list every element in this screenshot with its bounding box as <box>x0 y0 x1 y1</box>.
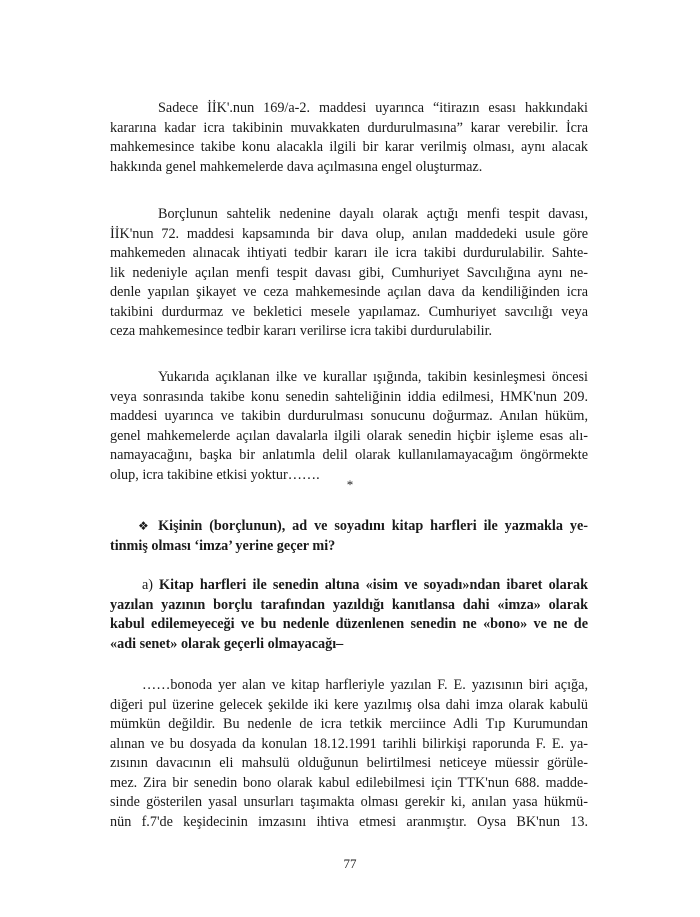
subheading-line: yazılan yazının borçlu tarafından yazıldığı kanıtlansa dahi «imza» olarak <box>110 596 588 613</box>
subheading-line <box>110 576 588 596</box>
paragraph-line: Borçlunun sahtelik nedenine dayalı olarak açtığı menfi tespit davası, <box>158 206 588 222</box>
paragraph-line: mahkemeden alınacak ihtiyati tedbir kararı ile icra takibi durdurulabilir. Sahte- <box>110 245 588 261</box>
subheading-line: «adi senet» olarak geçerli olmayacağı– <box>110 635 344 652</box>
paragraph-line: maddesi uyarınca ve takibin durdurulması sonucunu doğurmaz. Anılan hüküm, <box>110 408 588 424</box>
paragraph-line: olup, icra takibine etkisi yoktur……. <box>110 466 320 483</box>
paragraph-line: nün f.7'de keşidecinin imzasını ihtiva etmesi aranmıştır. Oysa BK'nun 13. <box>110 813 588 830</box>
paragraph-line: veya sonrasında takibe konu senedin sahteliğinin iddia edilmesi, HMK'nun 209. <box>110 388 588 405</box>
paragraph-line: Sadece İİK'.nun 169/a-2. maddesi uyarınca “itirazın esası hakkındaki <box>158 100 588 116</box>
paragraph-line: Yukarıda açıklanan ilke ve kurallar ışığında, takibin kesinleşmesi öncesi <box>158 369 588 385</box>
paragraph-4 <box>110 676 588 832</box>
subheading-text: Kitap harfleri ile senedin altına «isim ve soyadı»ndan ibaret olarak <box>159 577 588 593</box>
paragraph-line: diğeri pul üzerine gelecek şekilde iki kere yazılmış olsa dahi imza olarak kabulü <box>110 696 588 713</box>
subheading-line: kabul edilemeyeceği ve bu nedenle düzenlenen senedin ne «bono» ve ne de <box>110 616 588 632</box>
subheading <box>110 576 588 654</box>
paragraph-line: alınan ve bu dosyada da konulan 18.12.1991 tarihli bilirkişi raporunda F. E. ya- <box>110 735 588 752</box>
paragraph-line: denle yapılan şikayet ve ceza mahkemesinde açılan dava da kendiliğinden icra <box>110 284 588 300</box>
paragraph-line: kararına kadar icra takibinin muvakkaten durdurulmasına” karar verebilir. İcra <box>110 119 588 136</box>
heading-line: tinmiş olması ‘imza’ yerine geçer mi? <box>110 537 336 554</box>
paragraph-line: lik nedeniyle açılan menfi tespit davası gibi, Cumhuriyet Savcılığına aynı ne- <box>110 264 588 281</box>
subheading-marker: a) <box>142 577 154 593</box>
section-separator: * <box>346 477 354 492</box>
paragraph-2 <box>110 205 588 342</box>
paragraph-line: mahkemesince takibe konu alacakla ilgili bir karar verilmiş olması, aynı alacak <box>110 139 588 155</box>
paragraph-line: namayacağını, başka bir anlatımla delil olarak kullanılamayacağım öngörmekte <box>110 447 588 463</box>
heading-line <box>110 517 588 537</box>
paragraph-line: ……bonoda yer alan ve kitap harfleriyle yazılan F. E. yazısının biri açığa, <box>142 677 588 693</box>
paragraph-line: mez. Zira bir senedin bono olarak kabul edilebilmesi için TTK'nun 688. madde- <box>110 774 588 791</box>
page-number: 77 <box>343 856 357 871</box>
paragraph-line: zısının davacının eli mahsulü olduğunun belirtilmesi neticeye müessir görüle- <box>110 755 588 771</box>
paragraph-line: mümkün değildir. Bu nedenle de icra tetkik merciince Adli Tıp Kurumundan <box>110 716 588 732</box>
paragraph-line: hakkında genel mahkemelerde dava açılmasına engel oluşturmaz. <box>110 158 483 175</box>
paragraph-3 <box>110 368 588 485</box>
paragraph-line: takibini durdurmaz ve bekletici mesele yapılamaz. Cumhuriyet savcılığı veya <box>110 303 588 320</box>
heading-text: Kişinin (borçlunun), ad ve soyadını kitap harfleri ile yazmakla ye- <box>158 518 588 534</box>
paragraph-line: sinde gösterilen yasal unsurları taşımakta olması gerekir ki, anılan yasa hükmü- <box>110 794 588 810</box>
paragraph-line: İİK'nun 72. maddesi kapsamında bir dava olup, anılan maddedeki usule göre <box>110 225 588 242</box>
diamond-bullet-icon: ❖ <box>138 519 153 533</box>
paragraph-1 <box>110 99 588 177</box>
section-heading <box>110 517 588 556</box>
paragraph-line: ceza mahkemesince tedbir kararı verilirse icra takibi durdurulabilir. <box>110 323 493 339</box>
paragraph-line: genel mahkemelerde açılan davalarla ilgili olarak senedin hiçbir işleme esas alı- <box>110 427 588 444</box>
